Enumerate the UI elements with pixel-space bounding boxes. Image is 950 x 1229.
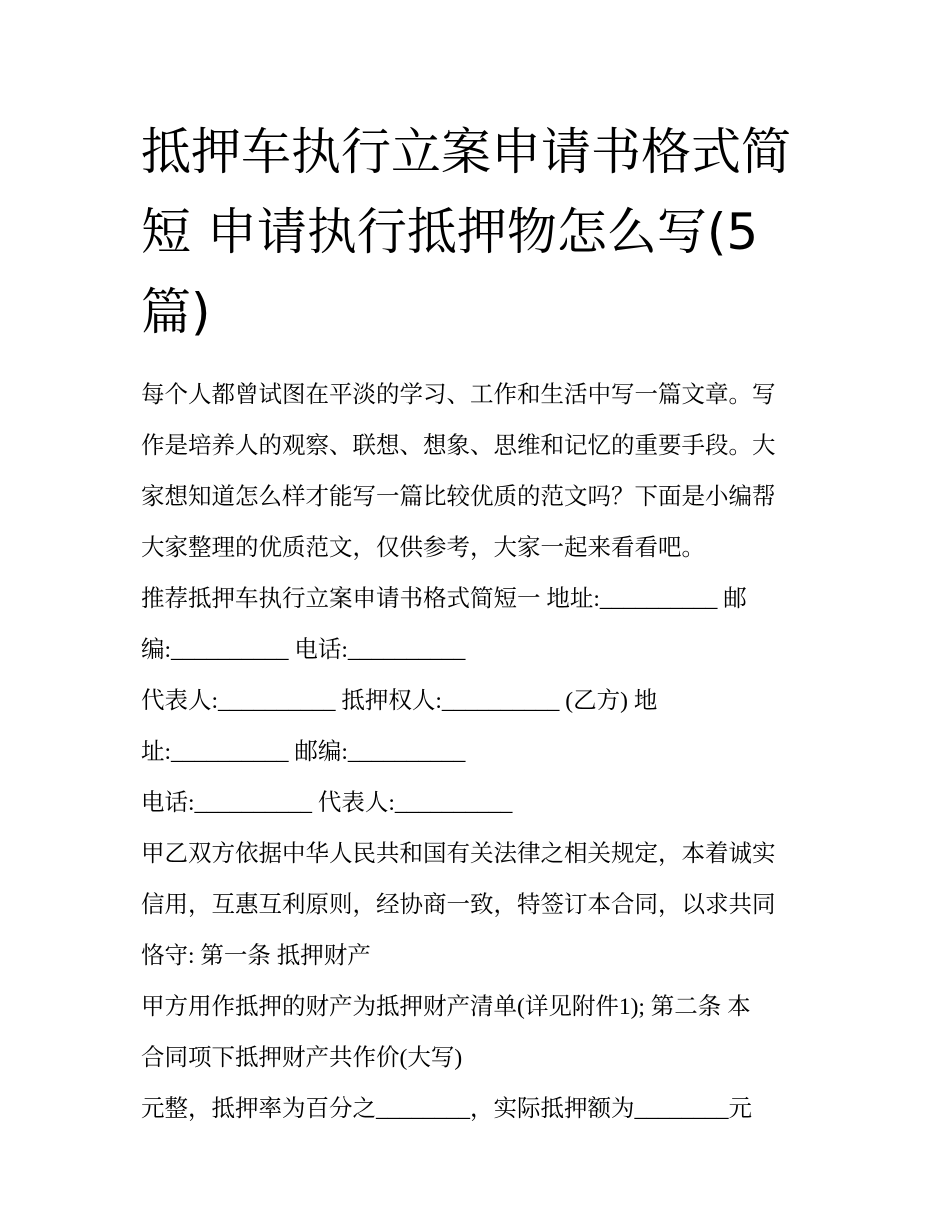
body-line: 合同项下抵押财产共作价(大写) [141,1045,463,1071]
body-line: 大家整理的优质范文，仅供参考，大家一起来看看吧。 [141,535,705,561]
body-line: 址:__________ 邮编:__________ [141,739,466,765]
document-page [141,112,821,1135]
body-line: 代表人:__________ 抵押权人:__________ (乙方) 地 [141,688,658,714]
body-line: 恪守: 第一条 抵押财产 [141,943,371,969]
document-body [141,370,821,1135]
body-line: 家想知道怎么样才能写一篇比较优质的范文吗？下面是小编帮 [141,484,776,510]
body-line: 甲乙双方依据中华人民共和国有关法律之相关规定，本着诚实 [141,841,776,867]
title-line: 短 申请执行抵押物怎么写(5 [141,203,759,261]
body-line: 元整，抵押率为百分之________，实际抵押额为________元 [141,1096,752,1122]
body-line: 作是培养人的观察、联想、想象、思维和记忆的重要手段。大 [141,433,776,459]
document-title [141,112,821,352]
body-line: 电话:__________ 代表人:__________ [141,790,513,816]
title-line: 篇) [141,283,211,341]
title-line: 抵押车执行立案申请书格式简 [141,123,791,181]
body-line: 信用，互惠互利原则，经协商一致，特签订本合同，以求共同 [141,892,776,918]
body-line: 推荐抵押车执行立案申请书格式简短一 地址:__________ 邮 [141,586,747,612]
body-line: 编:__________ 电话:__________ [141,637,466,663]
body-line: 甲方用作抵押的财产为抵押财产清单(详见附件1); 第二条 本 [141,994,751,1020]
body-line: 每个人都曾试图在平淡的学习、工作和生活中写一篇文章。写 [141,382,776,408]
